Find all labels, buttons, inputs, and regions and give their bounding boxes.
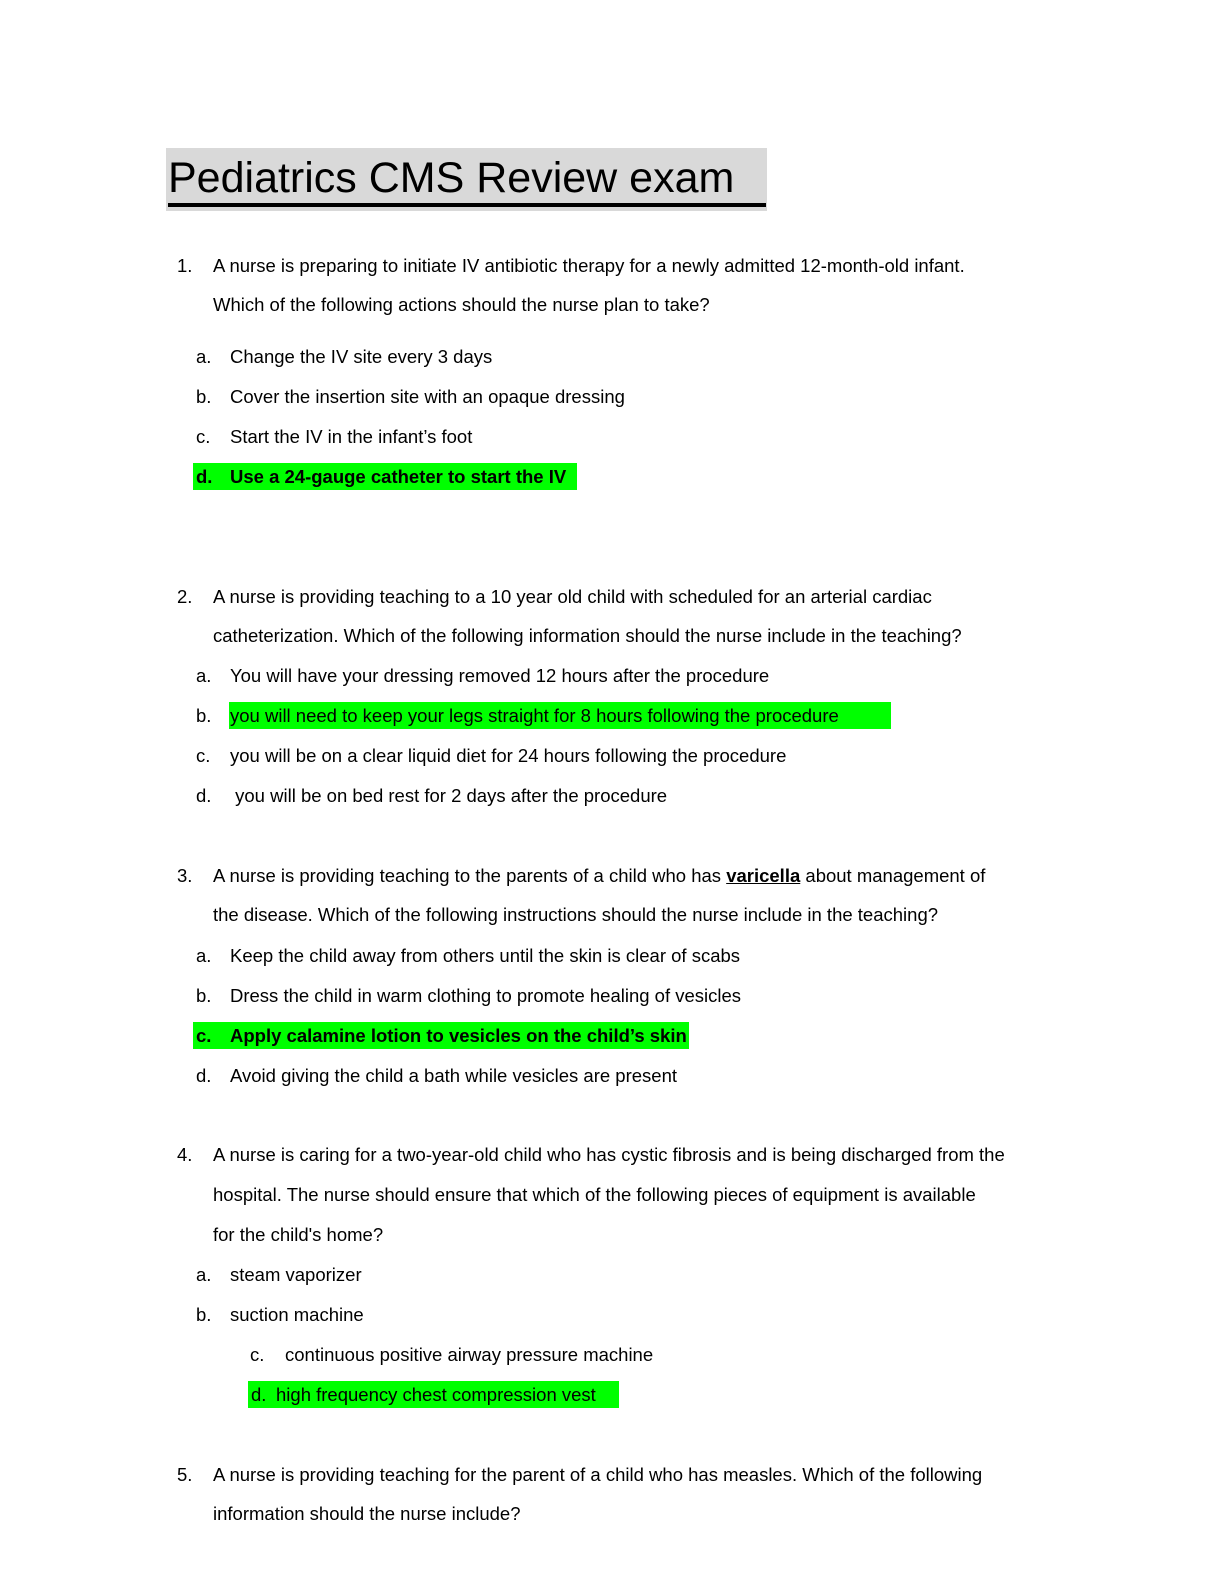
q1-option-d-letter: d. (196, 466, 213, 487)
q3-option-a: Keep the child away from others until the skin is clear of scabs (230, 945, 741, 966)
q3-option-d: Avoid giving the child a bath while vesicles are present (230, 1065, 677, 1086)
page-title: Pediatrics CMS Review exam (168, 154, 735, 202)
question-4-stem-line-3: for the child's home? (213, 1224, 384, 1245)
question-5-number: 5. (177, 1464, 193, 1485)
q2-option-b-letter: b. (196, 705, 212, 726)
q2-option-c-letter: c. (196, 745, 211, 766)
q1-option-b: Cover the insertion site with an opaque dressing (230, 386, 625, 407)
q3-option-a-letter: a. (196, 945, 212, 966)
q1-option-a-letter: a. (196, 346, 212, 367)
q3-stem-part-1: A nurse is providing teaching to the parents of a child who has (213, 865, 727, 886)
question-2-stem-line-2: catheterization. Which of the following information should the nurse include in the teaching? (213, 625, 962, 646)
q1-option-b-letter: b. (196, 386, 212, 407)
q2-option-a-letter: a. (196, 665, 212, 686)
q1-option-c: Start the IV in the infant’s foot (230, 426, 473, 447)
q1-option-d-correct: Use a 24-gauge catheter to start the IV (230, 466, 567, 487)
q2-option-b-correct: you will need to keep your legs straight for 8 hours following the procedure (230, 705, 839, 726)
question-3-number: 3. (177, 865, 193, 886)
question-2-number: 2. (177, 586, 193, 607)
q4-option-d-correct: high frequency chest compression vest (276, 1384, 596, 1405)
q4-option-b: suction machine (230, 1304, 364, 1325)
q1-option-c-letter: c. (196, 426, 211, 447)
q2-option-a: You will have your dressing removed 12 hours after the procedure (230, 665, 770, 686)
question-5-stem-line-2: information should the nurse include? (213, 1503, 521, 1524)
question-3-stem-line-1 (213, 863, 985, 889)
q3-stem-part-3: about management of (800, 865, 986, 886)
question-4-number: 4. (177, 1144, 193, 1165)
q1-option-a: Change the IV site every 3 days (230, 346, 493, 367)
q4-option-a-letter: a. (196, 1264, 212, 1285)
q4-option-d-letter: d. (251, 1384, 267, 1405)
q3-option-b-letter: b. (196, 985, 212, 1006)
q3-option-c-letter: c. (196, 1025, 212, 1046)
q2-option-d: you will be on bed rest for 2 days after the procedure (230, 785, 668, 806)
question-1-stem-line-1: A nurse is preparing to initiate IV antibiotic therapy for a newly admitted 12-month-old infant. (213, 255, 965, 276)
q3-option-d-letter: d. (196, 1065, 212, 1086)
question-3-stem-line-2: the disease. Which of the following instructions should the nurse include in the teaching? (213, 904, 939, 925)
question-1-stem-line-2: Which of the following actions should the nurse plan to take? (213, 294, 710, 315)
q4-option-c: continuous positive airway pressure machine (285, 1344, 654, 1365)
question-4-stem-line-2: hospital. The nurse should ensure that which of the following pieces of equipment is available (213, 1184, 976, 1205)
q3-stem-keyword-varicella: varicella (726, 865, 801, 886)
question-5-stem-line-1: A nurse is providing teaching for the parent of a child who has measles. Which of the following (213, 1464, 983, 1485)
question-4-stem-line-1: A nurse is caring for a two-year-old child who has cystic fibrosis and is being discharged from the (213, 1144, 1005, 1165)
q2-option-c: you will be on a clear liquid diet for 24 hours following the procedure (230, 745, 787, 766)
q2-option-d-letter: d. (196, 785, 212, 806)
q3-option-b: Dress the child in warm clothing to promote healing of vesicles (230, 985, 742, 1006)
q4-option-b-letter: b. (196, 1304, 212, 1325)
title-underline (168, 203, 766, 207)
question-2-stem-line-1: A nurse is providing teaching to a 10 year old child with scheduled for an arterial cardiac (213, 586, 932, 607)
q4-option-c-letter: c. (250, 1344, 265, 1365)
q4-option-a: steam vaporizer (230, 1264, 362, 1285)
question-1-number: 1. (177, 255, 193, 276)
q3-option-c-correct: Apply calamine lotion to vesicles on the child’s skin (230, 1025, 687, 1046)
